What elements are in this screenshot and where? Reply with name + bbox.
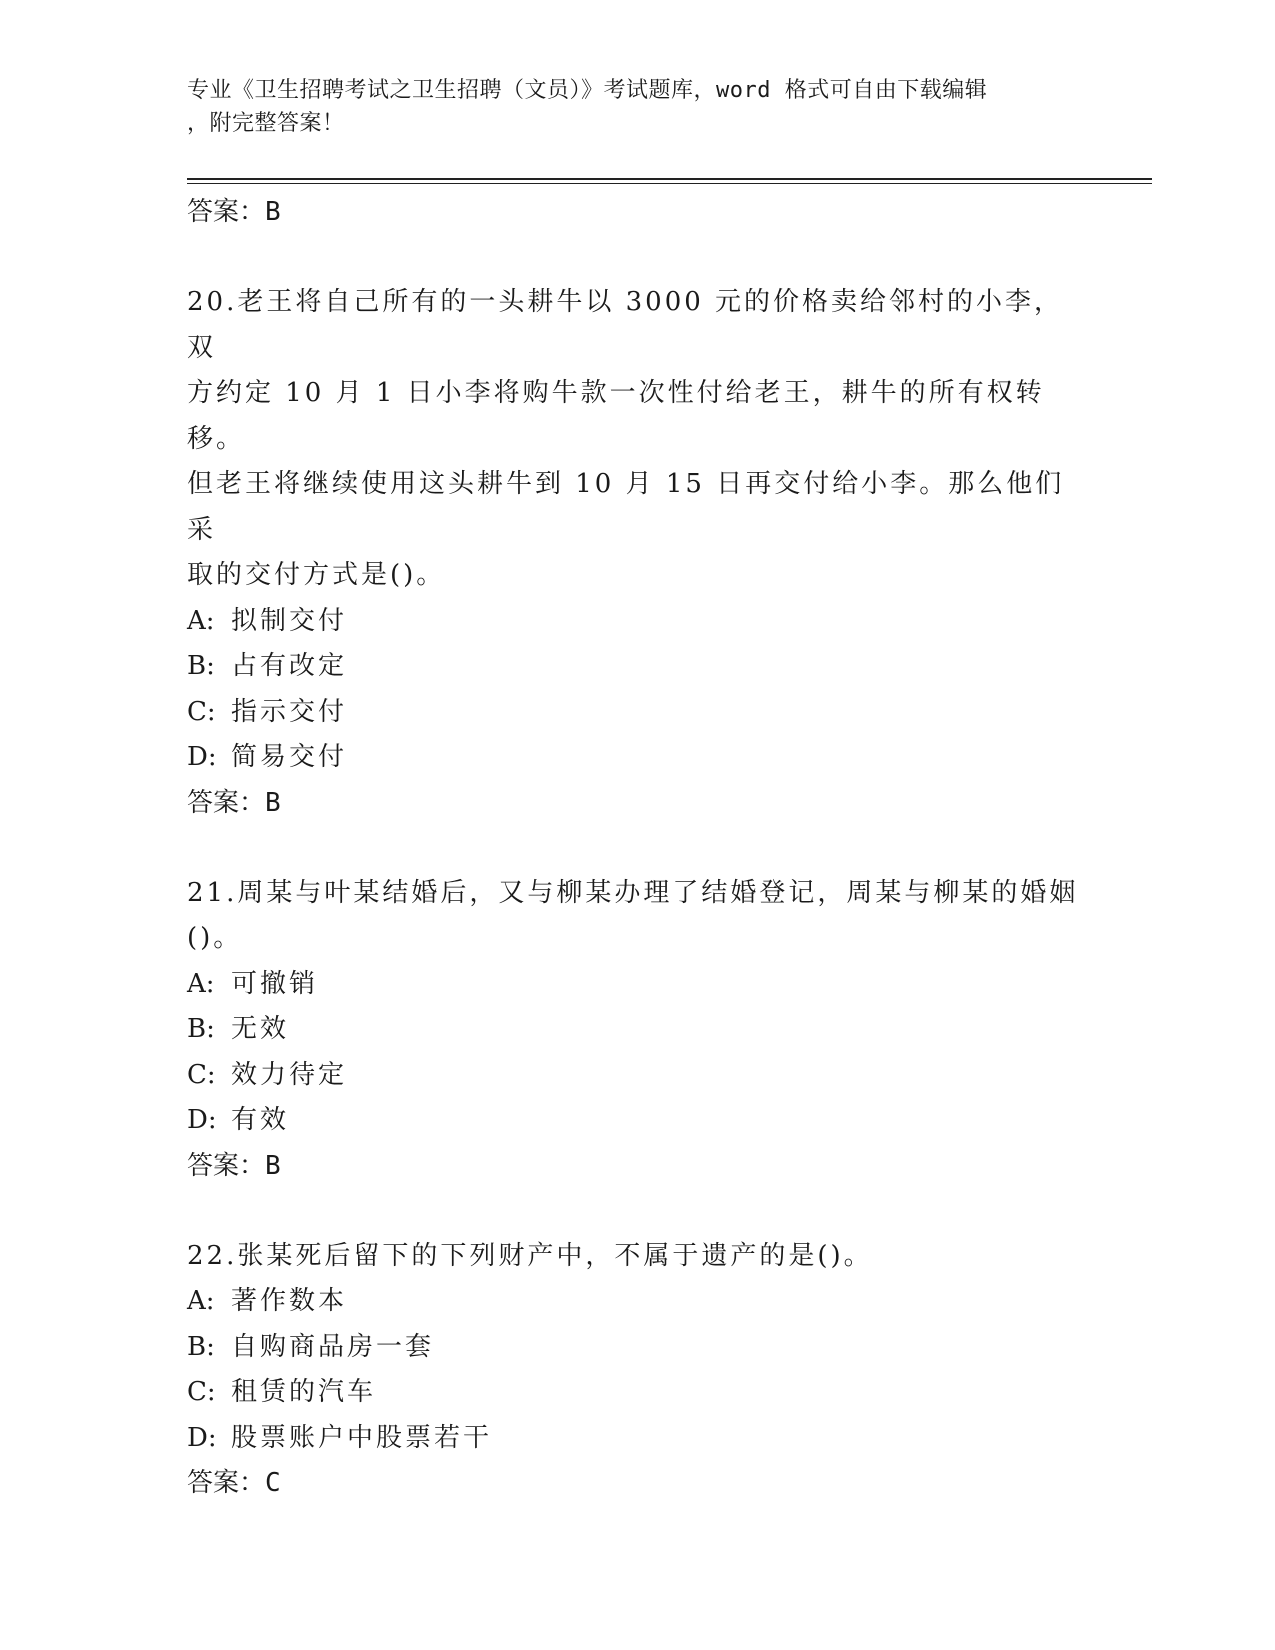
option-key: A: xyxy=(187,1286,215,1316)
question-line: 22.张某死后留下的下列财产中，不属于遗产的是()。 xyxy=(187,1240,873,1271)
answer-line: 答案：B xyxy=(187,787,281,818)
option-text: 占有改定 xyxy=(231,651,348,681)
question-line: 取的交付方式是()。 xyxy=(187,560,446,590)
question-text xyxy=(187,1234,1087,1280)
question-text xyxy=(187,280,1087,599)
question-line: 但老王将继续使用这头耕牛到 10 月 15 日再交付给小李。那么他们采 xyxy=(187,469,1065,545)
question-line: ()。 xyxy=(187,923,243,953)
option-a xyxy=(187,599,1087,645)
header-line-1: 专业《卫生招聘考试之卫生招聘（文员）》考试题库，word 格式可自由下载编辑 xyxy=(187,78,988,103)
option-text: 指示交付 xyxy=(231,696,348,727)
option-b xyxy=(187,1325,1087,1371)
option-c xyxy=(187,1370,1087,1416)
option-a xyxy=(187,962,1087,1008)
header-rule-thick xyxy=(187,178,1152,180)
question-block-20 xyxy=(187,280,1087,825)
document-page xyxy=(187,0,1152,1650)
option-text: 著作数本 xyxy=(231,1286,348,1316)
answer-line: 答案：C xyxy=(187,1468,281,1498)
option-key: C: xyxy=(187,1059,216,1090)
option-text: 自购商品房一套 xyxy=(231,1331,435,1362)
spacer xyxy=(187,1188,1087,1234)
option-text: 简易交付 xyxy=(231,742,348,772)
document-header xyxy=(187,74,1067,140)
option-d xyxy=(187,1098,1087,1144)
option-key: B: xyxy=(187,1014,215,1044)
option-b xyxy=(187,644,1087,690)
option-text: 可撤销 xyxy=(231,968,319,999)
option-key: A: xyxy=(187,968,215,999)
option-text: 效力待定 xyxy=(231,1059,348,1090)
option-key: C: xyxy=(187,1377,216,1407)
spacer xyxy=(187,234,1087,280)
question-block-22 xyxy=(187,1234,1087,1506)
answer-line: 答案：B xyxy=(187,1150,281,1181)
option-a xyxy=(187,1279,1087,1325)
option-d xyxy=(187,1416,1087,1462)
option-key: B: xyxy=(187,1331,215,1362)
option-c xyxy=(187,1053,1087,1099)
question-line: 20.老王将自己所有的一头耕牛以 3000 元的价格卖给邻村的小李，双 xyxy=(187,287,1064,363)
question-text xyxy=(187,871,1087,962)
option-key: A: xyxy=(187,605,215,636)
option-d xyxy=(187,735,1087,781)
option-key: D: xyxy=(187,1422,217,1453)
spacer xyxy=(187,825,1087,871)
question-block-21 xyxy=(187,871,1087,1188)
questions-content xyxy=(187,190,1087,1505)
option-key: C: xyxy=(187,696,216,727)
option-text: 租赁的汽车 xyxy=(231,1377,377,1407)
option-text: 股票账户中股票若干 xyxy=(231,1422,493,1453)
option-c xyxy=(187,690,1087,736)
option-b xyxy=(187,1007,1087,1053)
option-text: 无效 xyxy=(231,1014,290,1044)
option-key: B: xyxy=(187,651,215,681)
option-key: D: xyxy=(187,1105,217,1135)
question-line: 方约定 10 月 1 日小李将购牛款一次性付给老王，耕牛的所有权转移。 xyxy=(187,378,1045,454)
header-line-2: ，附完整答案！ xyxy=(187,111,345,136)
question-line: 21.周某与叶某结婚后，又与柳某办理了结婚登记，周某与柳某的婚姻 xyxy=(187,877,1079,908)
option-key: D: xyxy=(187,742,217,772)
option-text: 有效 xyxy=(231,1105,290,1135)
answer-line: 答案：B xyxy=(187,197,281,227)
option-text: 拟制交付 xyxy=(231,605,348,636)
header-rule-thin xyxy=(187,183,1152,184)
